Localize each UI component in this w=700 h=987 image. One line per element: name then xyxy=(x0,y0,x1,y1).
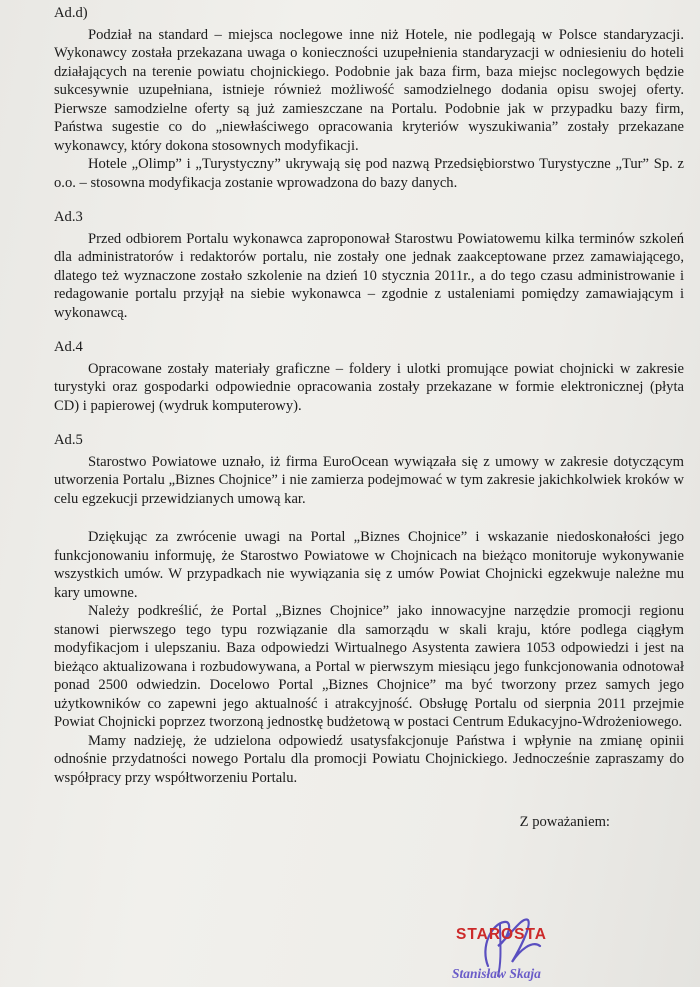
section-ad-4 xyxy=(54,338,684,415)
signer-name: Stanisław Skaja xyxy=(452,966,541,981)
section-heading: Ad.d) xyxy=(54,5,88,21)
section-paragraph: Starostwo Powiatowe uznało, iż firma EuroOcean wywiązała się z umowy w zakresie dotyczącym utworzenia Portalu „Biznes Chojnice” i nie zamierza podejmować w tym zakresie jakichkolwiek kroków w celu egzekucji przewidzianych umową kar. xyxy=(54,453,684,507)
section-ad-3 xyxy=(54,208,684,322)
closing-section xyxy=(54,528,684,787)
stamp-title: STAROSTA xyxy=(456,926,547,943)
section-paragraph: Hotele „Olimp” i „Turystyczny” ukrywają się pod nazwą Przedsiębiorstwo Turystyczne „Tur” Sp. z o.o. – stosowna modyfikacja zostanie wprowadzona do bazy danych. xyxy=(54,156,684,191)
closing-paragraph: Mamy nadzieję, że udzielona odpowiedź usatysfakcjonuje Państwa i wpłynie na zmianę opinii odnośnie przydatności nowego Portalu dla promocji Powiatu Chojnickiego. Jednocześnie zapraszamy do współpracy przy współtworzeniu Portalu. xyxy=(54,732,684,786)
closing-paragraph: Dziękując za zwrócenie uwagi na Portal „Biznes Chojnice” i wskazanie niedoskonałości jego funkcjonowaniu informuję, że Starostwo Powiatowe w Chojnicach na bieżąco monitoruje wykonywanie wszystkich umów. W przypadkach nie wywiązania się z umów Powiat Chojnicki egzekwuje należne mu kary umowne. xyxy=(54,529,684,601)
section-heading: Ad.3 xyxy=(54,209,83,225)
section-paragraph: Przed odbiorem Portalu wykonawca zaproponował Starostwu Powiatowemu kilka terminów szkoleń dla administratorów i redaktorów portalu, nie zostały one jednak zaakceptowane przez zamawiającego, dlatego też wyznaczone zostało szkolenie na dzień 10 stycznia 2011r., a do tego czasu administrowanie i redagowanie portalu przyjął na siebie wykonawca – zgodnie z ustaleniami pomiędzy zamawiającym i wykonawcą. xyxy=(54,230,684,321)
section-paragraph: Opracowane zostały materiały graficzne – foldery i ulotki promujące powiat chojnicki w zakresie turystyki oraz gospodarki odpowiednie opracowania zostały przekazane w formie elektronicznej (płyta CD) i papierowej (wydruk komputerowy). xyxy=(54,360,684,414)
sign-off: Z poważaniem: xyxy=(519,814,610,830)
closing-paragraph: Należy podkreślić, że Portal „Biznes Chojnice” jako innowacyjne narzędzie promocji regionu stanowi pierwszego tego typu rozwiązanie dla samorządu w skali kraju, które podlega ciągłym modyfikacjom i ulepszaniu. Baza odpowiedzi Wirtualnego Asystenta zawiera 1053 odpowiedzi i jest na bieżąco aktualizowana i rozbudowywana, a Portal w pierwszym miesiącu jego funkcjonowania odnotował ponad 2500 odwiedzin. Docelowo Portal „Biznes Chojnice” ma być tworzony przez samych jego użytkowników co zapewni jego aktualność i atrakcyjność. Obsługę Portalu od sierpnia 2011 przejmie Powiat Chojnicki poprzez tworzoną jednostkę budżetową w postaci Centrum Edukacyjno-Wdrożeniowego. xyxy=(54,603,684,730)
section-paragraph: Podział na standard – miejsca noclegowe inne niż Hotele, nie podlegają w Polsce standaryzacji. Wykonawcy została przekazana uwaga o konieczności uzupełnienia standaryzacji w odniesieniu do hoteli działających na terenie powiatu chojnickiego. Podobnie jak baza firm, baza miejsc noclegowych będzie sukcesywnie uzupełniana, istnieje również możliwość samodzielnego dodania opisu swojej oferty. Pierwsze samodzielne oferty są już zamieszczane na Portalu. Podobnie jak w przypadku bazy firm, Państwa sugestie co do „niewłaściwego opracowania kryteriów wyszukiwania” zostały przekazane wykonawcy, który dokona stosownych modyfikacji. xyxy=(54,26,684,154)
section-ad-5 xyxy=(54,431,684,508)
section-ad-d xyxy=(54,4,684,192)
section-heading: Ad.5 xyxy=(54,432,83,448)
section-heading: Ad.4 xyxy=(54,339,83,355)
